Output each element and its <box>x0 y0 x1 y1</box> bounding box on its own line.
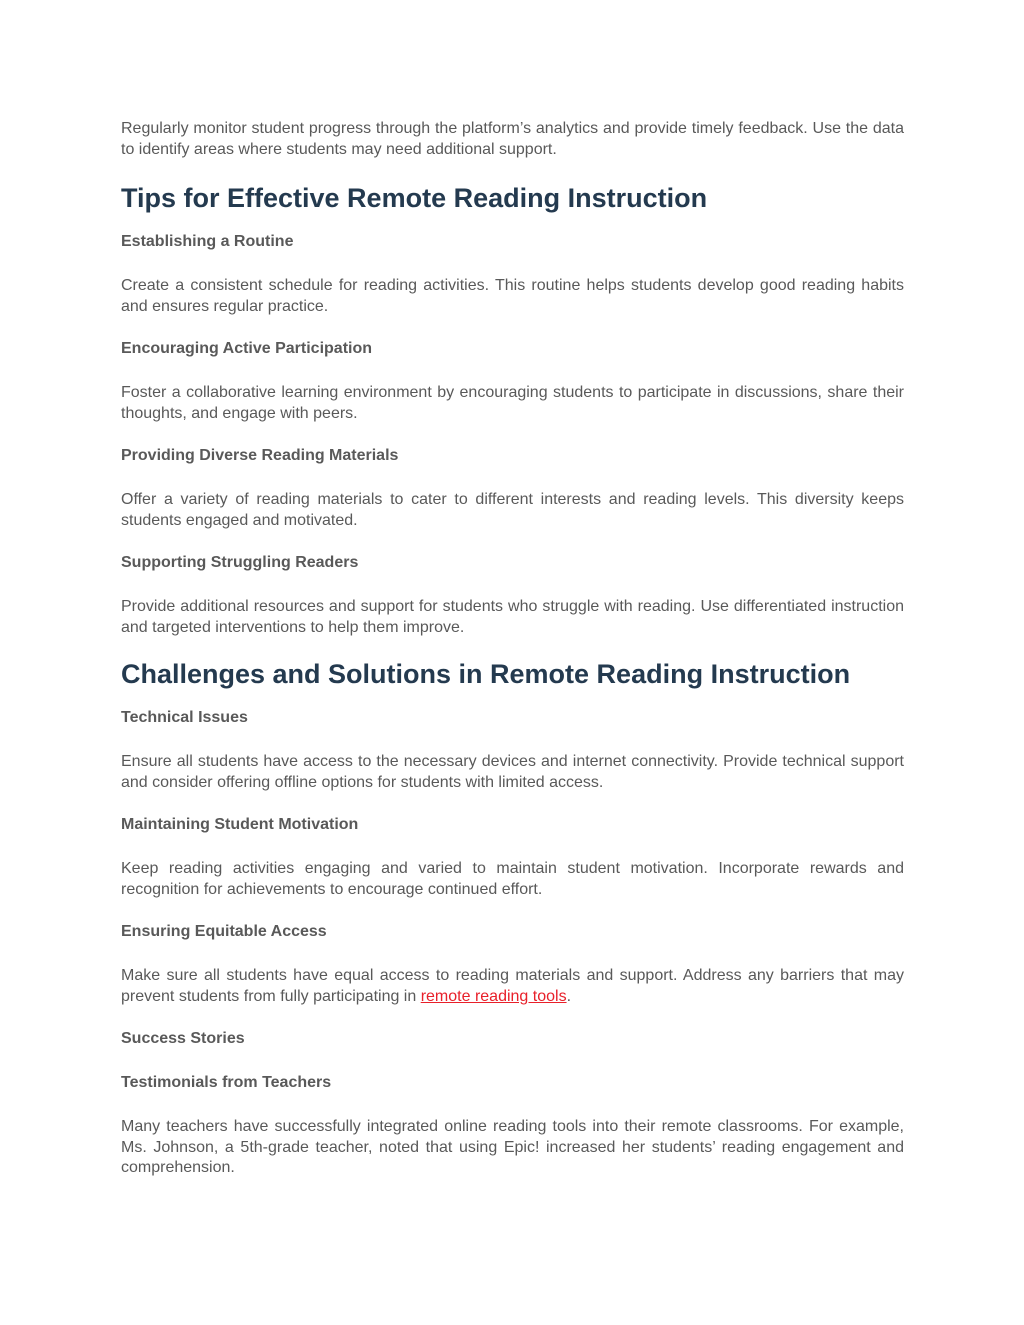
struggling-readers-paragraph: Provide additional resources and support for students who struggle with reading. Use differentiated instruction and targeted interventions to help them improve. <box>121 598 904 636</box>
intro-paragraph: Regularly monitor student progress through the platform’s analytics and provide timely feedback. Use the data to identify areas where students may need additional support. <box>121 120 904 158</box>
equitable-access-paragraph <box>121 966 904 1007</box>
technical-issues-paragraph: Ensure all students have access to the necessary devices and internet connectivity. Provide technical support and consider offering offline options for students with limited access. <box>121 753 904 791</box>
testimonials-paragraph: Many teachers have successfully integrated online reading tools into their remote classrooms. For example, Ms. Johnson, a 5th-grade teacher, noted that using Epic! increased her students’ reading engagement and comprehension. <box>121 1118 904 1176</box>
materials-paragraph: Offer a variety of reading materials to cater to different interests and reading levels. This diversity keeps students engaged and motivated. <box>121 491 904 529</box>
success-stories-heading: Success Stories <box>121 1030 245 1047</box>
participation-subheading: Encouraging Active Participation <box>121 340 373 357</box>
challenges-heading: Challenges and Solutions in Remote Reading Instruction <box>121 659 851 689</box>
struggling-readers-subheading: Supporting Struggling Readers <box>121 554 359 571</box>
motivation-paragraph: Keep reading activities engaging and varied to maintain student motivation. Incorporate rewards and recognition for achievements to encourage continued effort. <box>121 860 904 898</box>
participation-paragraph: Foster a collaborative learning environment by encouraging students to participate in discussions, share their thoughts, and engage with peers. <box>121 384 904 422</box>
routine-subheading: Establishing a Routine <box>121 233 294 250</box>
equitable-access-subheading: Ensuring Equitable Access <box>121 923 327 940</box>
testimonials-subheading: Testimonials from Teachers <box>121 1074 332 1091</box>
technical-issues-subheading: Technical Issues <box>121 709 248 726</box>
materials-subheading: Providing Diverse Reading Materials <box>121 447 399 464</box>
equitable-access-text: Make sure all students have equal access to reading materials and support. Address any barriers that may prevent students from fully participating in <box>121 967 904 1005</box>
motivation-subheading: Maintaining Student Motivation <box>121 816 359 833</box>
remote-reading-tools-link[interactable]: remote reading tools <box>420 987 567 1005</box>
document-page <box>121 119 904 1179</box>
routine-paragraph: Create a consistent schedule for reading activities. This routine helps students develop good reading habits and ensures regular practice. <box>121 277 904 315</box>
tips-heading: Tips for Effective Remote Reading Instruction <box>121 183 708 213</box>
equitable-access-text-end: . <box>566 987 572 1005</box>
